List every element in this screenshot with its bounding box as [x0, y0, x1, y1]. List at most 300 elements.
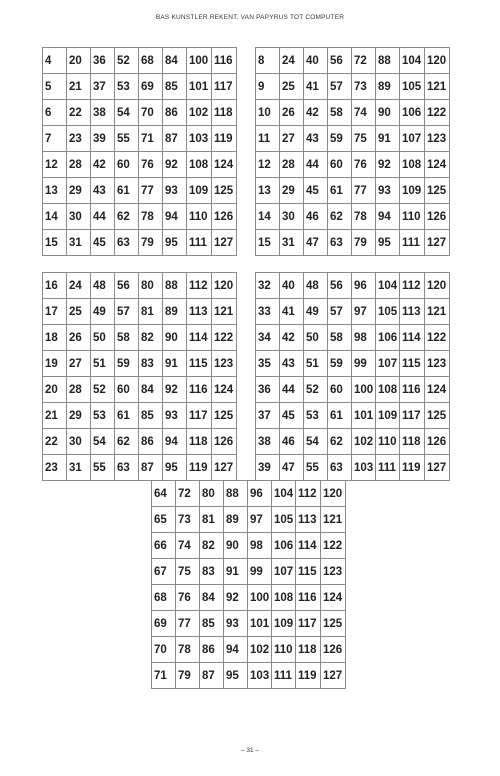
- card-cell: 127: [212, 230, 237, 256]
- card-cell: 124: [212, 152, 237, 178]
- card-cell: 25: [280, 74, 304, 100]
- card-cell: 90: [163, 325, 187, 351]
- card-cell: 97: [248, 507, 272, 533]
- card-cell: 30: [67, 429, 91, 455]
- card-cell: 38: [91, 100, 115, 126]
- card-cell: 74: [352, 100, 376, 126]
- card-cell: 125: [425, 178, 450, 204]
- card-cell: 63: [115, 230, 139, 256]
- card-row: [152, 663, 346, 689]
- card-cell: 118: [187, 429, 212, 455]
- card-row: [43, 325, 237, 351]
- card-row: [152, 559, 346, 585]
- card-cell: 87: [139, 455, 163, 481]
- card-cell: 20: [43, 377, 67, 403]
- card-cell: 110: [400, 204, 425, 230]
- card-cell: 119: [187, 455, 212, 481]
- card-cell: 124: [212, 377, 237, 403]
- card-cell: 79: [176, 663, 200, 689]
- card-cell: 22: [43, 429, 67, 455]
- card-cell: 60: [115, 377, 139, 403]
- card-cell: 44: [280, 377, 304, 403]
- card-row: [256, 204, 450, 230]
- card-cell: 94: [376, 204, 400, 230]
- card-cell: 62: [115, 429, 139, 455]
- card-row: [152, 637, 346, 663]
- card-cell: 101: [248, 611, 272, 637]
- card-cell: 42: [280, 325, 304, 351]
- card-cell: 97: [352, 299, 376, 325]
- card-cell: 45: [91, 230, 115, 256]
- card-row: [43, 230, 237, 256]
- card-cell: 121: [425, 74, 450, 100]
- card-cell: 92: [376, 152, 400, 178]
- card-cell: 92: [163, 152, 187, 178]
- card-cell: 118: [212, 100, 237, 126]
- card-row: [43, 455, 237, 481]
- card-cell: 19: [43, 351, 67, 377]
- card-cell: 121: [321, 507, 346, 533]
- card-cell: 122: [425, 100, 450, 126]
- card-cell: 119: [400, 455, 425, 481]
- card-cell: 61: [328, 178, 352, 204]
- card-cell: 82: [200, 533, 224, 559]
- card-cell: 16: [43, 273, 67, 299]
- card-cell: 59: [328, 126, 352, 152]
- card-cell: 125: [425, 403, 450, 429]
- card-cell: 83: [139, 351, 163, 377]
- card-row: [43, 351, 237, 377]
- card-cell: 70: [152, 637, 176, 663]
- card-cell: 121: [212, 299, 237, 325]
- card-cell: 90: [376, 100, 400, 126]
- card-row: [256, 273, 450, 299]
- card-cell: 113: [400, 299, 425, 325]
- card-cell: 24: [67, 273, 91, 299]
- card-row: [256, 429, 450, 455]
- card-cell: 117: [400, 403, 425, 429]
- card-cell: 86: [163, 100, 187, 126]
- card-cell: 57: [328, 299, 352, 325]
- card-cell: 20: [67, 48, 91, 74]
- card-cell: 69: [152, 611, 176, 637]
- card-row: [256, 152, 450, 178]
- card-cell: 30: [67, 204, 91, 230]
- card-cell: 47: [304, 230, 328, 256]
- card-cell: 119: [296, 663, 321, 689]
- card-cell: 58: [328, 325, 352, 351]
- card-cell: 60: [115, 152, 139, 178]
- card-cell: 118: [296, 637, 321, 663]
- card-cell: 89: [224, 507, 248, 533]
- card-cell: 58: [328, 100, 352, 126]
- card-cell: 92: [163, 377, 187, 403]
- card-cell: 23: [43, 455, 67, 481]
- card-row: [152, 611, 346, 637]
- card-row: [43, 74, 237, 100]
- card-row: [43, 152, 237, 178]
- card-cell: 71: [139, 126, 163, 152]
- card-row: [256, 403, 450, 429]
- card-row: [43, 48, 237, 74]
- card-row: [43, 403, 237, 429]
- card-cell: 29: [67, 178, 91, 204]
- card-cell: 8: [256, 48, 280, 74]
- card-cell: 61: [115, 178, 139, 204]
- card-cell: 100: [248, 585, 272, 611]
- card-cell: 31: [67, 455, 91, 481]
- card-cell: 95: [163, 455, 187, 481]
- card-cell: 76: [139, 152, 163, 178]
- card-cell: 42: [91, 152, 115, 178]
- card-cell: 77: [352, 178, 376, 204]
- card-cell: 109: [187, 178, 212, 204]
- card-cell: 101: [352, 403, 376, 429]
- card-cell: 126: [321, 637, 346, 663]
- card-row: [256, 126, 450, 152]
- card-cell: 104: [400, 48, 425, 74]
- card-cell: 5: [43, 74, 67, 100]
- card-cell: 51: [304, 351, 328, 377]
- card-cell: 29: [67, 403, 91, 429]
- card-cell: 125: [212, 403, 237, 429]
- card-cell: 112: [296, 481, 321, 507]
- card-cell: 115: [296, 559, 321, 585]
- card-cell: 58: [115, 325, 139, 351]
- card-cell: 99: [352, 351, 376, 377]
- card-cell: 57: [115, 299, 139, 325]
- card-cell: 124: [425, 152, 450, 178]
- card-cell: 32: [256, 273, 280, 299]
- card-cell: 126: [212, 429, 237, 455]
- card-cell: 111: [187, 230, 212, 256]
- card-row: [256, 74, 450, 100]
- card-cell: 69: [139, 74, 163, 100]
- card-cell: 89: [376, 74, 400, 100]
- card-cell: 26: [280, 100, 304, 126]
- card-row: [256, 299, 450, 325]
- card-cell: 124: [425, 377, 450, 403]
- number-card-4: [255, 272, 450, 481]
- card-cell: 85: [163, 74, 187, 100]
- card-cell: 52: [91, 377, 115, 403]
- card-cell: 113: [296, 507, 321, 533]
- card-cell: 46: [304, 204, 328, 230]
- card-cell: 108: [400, 152, 425, 178]
- card-row: [43, 204, 237, 230]
- card-row: [43, 273, 237, 299]
- card-cell: 78: [176, 637, 200, 663]
- card-cell: 73: [176, 507, 200, 533]
- card-row: [152, 507, 346, 533]
- card-cell: 59: [115, 351, 139, 377]
- card-cell: 102: [248, 637, 272, 663]
- card-cell: 107: [272, 559, 296, 585]
- card-cell: 111: [272, 663, 296, 689]
- card-cell: 108: [272, 585, 296, 611]
- card-cell: 123: [212, 351, 237, 377]
- card-cell: 38: [256, 429, 280, 455]
- card-cell: 84: [163, 48, 187, 74]
- card-cell: 45: [280, 403, 304, 429]
- card-cell: 12: [256, 152, 280, 178]
- card-cell: 61: [328, 403, 352, 429]
- card-cell: 68: [152, 585, 176, 611]
- card-cell: 60: [328, 152, 352, 178]
- card-cell: 40: [304, 48, 328, 74]
- card-cell: 63: [328, 455, 352, 481]
- card-cell: 66: [152, 533, 176, 559]
- card-cell: 86: [200, 637, 224, 663]
- card-cell: 52: [304, 377, 328, 403]
- card-cell: 29: [280, 178, 304, 204]
- card-cell: 67: [152, 559, 176, 585]
- card-row: [43, 429, 237, 455]
- card-cell: 102: [187, 100, 212, 126]
- card-cell: 21: [67, 74, 91, 100]
- card-row: [43, 178, 237, 204]
- card-cell: 54: [115, 100, 139, 126]
- card-cell: 88: [376, 48, 400, 74]
- card-cell: 75: [352, 126, 376, 152]
- card-cell: 73: [352, 74, 376, 100]
- card-cell: 50: [304, 325, 328, 351]
- card-cell: 81: [139, 299, 163, 325]
- card-cell: 49: [304, 299, 328, 325]
- card-cell: 41: [304, 74, 328, 100]
- number-card-3: [42, 272, 237, 481]
- card-cell: 15: [43, 230, 67, 256]
- card-cell: 46: [280, 429, 304, 455]
- card-cell: 33: [256, 299, 280, 325]
- card-cell: 53: [304, 403, 328, 429]
- card-cell: 13: [256, 178, 280, 204]
- card-cell: 63: [328, 230, 352, 256]
- card-cell: 79: [139, 230, 163, 256]
- card-cell: 39: [256, 455, 280, 481]
- card-cell: 6: [43, 100, 67, 126]
- card-cell: 94: [163, 429, 187, 455]
- card-cell: 103: [187, 126, 212, 152]
- card-cell: 42: [304, 100, 328, 126]
- card-cell: 115: [400, 351, 425, 377]
- page-number: – 31 –: [240, 747, 260, 754]
- card-cell: 77: [176, 611, 200, 637]
- card-cell: 127: [212, 455, 237, 481]
- card-cell: 28: [67, 152, 91, 178]
- card-cell: 30: [280, 204, 304, 230]
- card-cell: 62: [328, 204, 352, 230]
- card-cell: 53: [115, 74, 139, 100]
- card-cell: 35: [256, 351, 280, 377]
- card-cell: 60: [328, 377, 352, 403]
- card-cell: 82: [139, 325, 163, 351]
- card-cell: 84: [200, 585, 224, 611]
- card-cell: 27: [280, 126, 304, 152]
- card-cell: 125: [212, 178, 237, 204]
- card-cell: 114: [400, 325, 425, 351]
- card-cell: 123: [321, 559, 346, 585]
- card-cell: 43: [304, 126, 328, 152]
- card-cell: 45: [304, 178, 328, 204]
- card-cell: 76: [352, 152, 376, 178]
- card-cell: 52: [115, 48, 139, 74]
- card-cell: 80: [139, 273, 163, 299]
- card-cell: 63: [115, 455, 139, 481]
- card-cell: 119: [212, 126, 237, 152]
- card-cell: 116: [400, 377, 425, 403]
- card-cell: 116: [296, 585, 321, 611]
- card-cell: 104: [376, 273, 400, 299]
- card-row: [43, 126, 237, 152]
- card-row: [152, 481, 346, 507]
- card-cell: 85: [139, 403, 163, 429]
- card-cell: 56: [328, 48, 352, 74]
- card-cell: 76: [176, 585, 200, 611]
- card-cell: 55: [304, 455, 328, 481]
- card-cell: 113: [187, 299, 212, 325]
- card-cell: 95: [376, 230, 400, 256]
- card-cell: 105: [272, 507, 296, 533]
- card-cell: 90: [224, 533, 248, 559]
- card-cell: 77: [139, 178, 163, 204]
- card-cell: 12: [43, 152, 67, 178]
- card-cell: 62: [328, 429, 352, 455]
- card-cell: 31: [280, 230, 304, 256]
- card-row: [256, 325, 450, 351]
- card-cell: 126: [425, 429, 450, 455]
- card-cell: 4: [43, 48, 67, 74]
- card-cell: 93: [163, 403, 187, 429]
- card-cell: 84: [139, 377, 163, 403]
- card-cell: 126: [425, 204, 450, 230]
- card-cell: 48: [304, 273, 328, 299]
- card-cell: 25: [67, 299, 91, 325]
- card-cell: 109: [376, 403, 400, 429]
- card-cell: 49: [91, 299, 115, 325]
- card-cell: 99: [248, 559, 272, 585]
- card-cell: 88: [224, 481, 248, 507]
- card-cell: 21: [43, 403, 67, 429]
- card-cell: 59: [328, 351, 352, 377]
- card-cell: 83: [200, 559, 224, 585]
- card-cell: 72: [352, 48, 376, 74]
- card-cell: 72: [176, 481, 200, 507]
- card-cell: 70: [139, 100, 163, 126]
- card-cell: 54: [304, 429, 328, 455]
- card-cell: 79: [352, 230, 376, 256]
- card-cell: 36: [91, 48, 115, 74]
- card-cell: 9: [256, 74, 280, 100]
- card-cell: 102: [352, 429, 376, 455]
- card-cell: 122: [425, 325, 450, 351]
- card-cell: 106: [400, 100, 425, 126]
- card-cell: 48: [91, 273, 115, 299]
- card-cell: 92: [224, 585, 248, 611]
- card-cell: 68: [139, 48, 163, 74]
- card-cell: 85: [200, 611, 224, 637]
- card-cell: 13: [43, 178, 67, 204]
- card-cell: 117: [212, 74, 237, 100]
- card-cell: 47: [280, 455, 304, 481]
- card-cell: 120: [425, 48, 450, 74]
- card-cell: 120: [425, 273, 450, 299]
- card-cell: 37: [91, 74, 115, 100]
- card-cell: 78: [352, 204, 376, 230]
- card-cell: 41: [280, 299, 304, 325]
- card-row: [43, 299, 237, 325]
- card-cell: 81: [200, 507, 224, 533]
- card-cell: 98: [248, 533, 272, 559]
- card-row: [256, 230, 450, 256]
- card-cell: 120: [321, 481, 346, 507]
- card-row: [43, 377, 237, 403]
- card-cell: 123: [425, 351, 450, 377]
- card-cell: 88: [163, 273, 187, 299]
- card-cell: 109: [272, 611, 296, 637]
- card-cell: 86: [139, 429, 163, 455]
- card-cell: 94: [224, 637, 248, 663]
- card-cell: 100: [352, 377, 376, 403]
- card-cell: 44: [304, 152, 328, 178]
- card-cell: 118: [400, 429, 425, 455]
- card-cell: 122: [212, 325, 237, 351]
- card-cell: 127: [425, 230, 450, 256]
- card-cell: 109: [400, 178, 425, 204]
- card-cell: 127: [321, 663, 346, 689]
- card-cell: 53: [91, 403, 115, 429]
- card-cell: 124: [321, 585, 346, 611]
- card-cell: 17: [43, 299, 67, 325]
- card-cell: 7: [43, 126, 67, 152]
- card-cell: 111: [376, 455, 400, 481]
- card-cell: 120: [212, 273, 237, 299]
- card-cell: 28: [67, 377, 91, 403]
- card-cell: 108: [187, 152, 212, 178]
- card-cell: 51: [91, 351, 115, 377]
- card-cell: 114: [187, 325, 212, 351]
- card-cell: 98: [352, 325, 376, 351]
- card-cell: 27: [67, 351, 91, 377]
- card-row: [152, 533, 346, 559]
- card-cell: 65: [152, 507, 176, 533]
- card-cell: 87: [200, 663, 224, 689]
- running-header: BAS KUNSTLER REKENT. VAN PAPYRUS TOT COMPUTER: [155, 14, 345, 21]
- card-row: [256, 48, 450, 74]
- card-cell: 78: [139, 204, 163, 230]
- card-cell: 11: [256, 126, 280, 152]
- card-cell: 104: [272, 481, 296, 507]
- card-cell: 96: [248, 481, 272, 507]
- card-cell: 57: [328, 74, 352, 100]
- number-card-1: [42, 47, 237, 256]
- card-cell: 14: [256, 204, 280, 230]
- card-cell: 95: [224, 663, 248, 689]
- card-cell: 115: [187, 351, 212, 377]
- card-cell: 126: [212, 204, 237, 230]
- card-cell: 101: [187, 74, 212, 100]
- card-row: [152, 585, 346, 611]
- card-cell: 110: [187, 204, 212, 230]
- card-cell: 112: [187, 273, 212, 299]
- card-cell: 28: [280, 152, 304, 178]
- card-cell: 50: [91, 325, 115, 351]
- card-cell: 105: [376, 299, 400, 325]
- card-cell: 74: [176, 533, 200, 559]
- card-cell: 62: [115, 204, 139, 230]
- card-cell: 100: [187, 48, 212, 74]
- card-cell: 71: [152, 663, 176, 689]
